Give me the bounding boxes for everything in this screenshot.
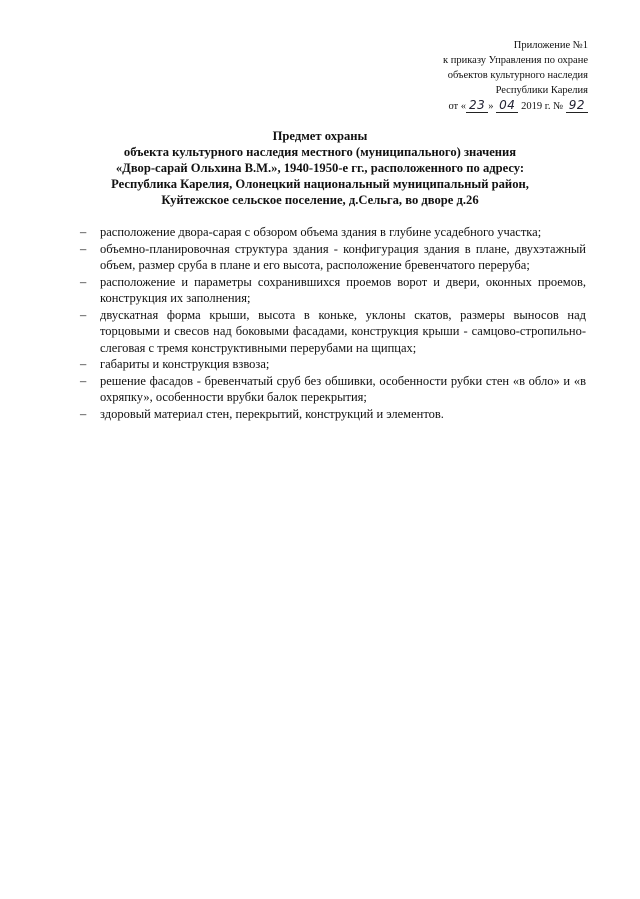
date-suffix: 2019 г. № [521, 101, 564, 112]
protection-items-list [80, 224, 586, 422]
bullet-dash: – [80, 225, 87, 239]
list-item [80, 373, 586, 406]
bullet-dash: – [80, 274, 87, 289]
list-item-text: двускатная форма крыши, высота в коньке, уклоны скатов, размеры выносов над торцовыми и свесов над боковыми фасадами, конструкция крыши - самцово-стропильно-слеговая с тремя конструктивными перерубами на щипцах; [100, 307, 586, 355]
appendix-line-1: Приложение №1 [513, 40, 588, 51]
appendix-line-2: к приказу Управления по охране [443, 55, 588, 66]
bullet-dash: – [80, 373, 87, 388]
list-item-text: объемно-планировочная структура здания - конфигурация здания в плане, двухэтажный объем, размер сруба в плане и его высота, расположение бревенчатого переруба; [100, 241, 586, 272]
date-mid: » [488, 101, 494, 112]
list-item [80, 224, 586, 241]
title-line-3: «Двор-сарай Ольхина В.М.», 1940-1950-е гг., расположенного по адресу: [115, 161, 525, 175]
handwritten-month: 04 [496, 98, 518, 113]
list-item [80, 241, 586, 274]
list-item-text: расположение двора-сарая с обзором объема здания в глубине усадебного участка; [100, 225, 542, 239]
list-item-text: решение фасадов - бревенчатый сруб без обшивки, особенности рубки стен «в обло» и «в охряпку», особенности врубки балок перекрытия; [100, 373, 586, 404]
list-item-text: здоровый материал стен, перекрытий, конструкций и элементов. [100, 406, 444, 421]
appendix-line-4: Республики Карелия [495, 85, 588, 96]
list-item [80, 356, 586, 373]
title-line-4: Республика Карелия, Олонецкий национальный муниципальный район, [111, 177, 529, 191]
handwritten-day: 23 [466, 98, 488, 113]
bullet-dash: – [80, 357, 87, 371]
bullet-dash: – [80, 406, 87, 421]
document-title [90, 128, 550, 208]
appendix-header [443, 38, 588, 114]
list-item [80, 274, 586, 307]
date-prefix: от « [448, 101, 467, 112]
appendix-line-3: объектов культурного наследия [447, 70, 588, 81]
list-item [80, 406, 586, 423]
handwritten-order-number: 92 [566, 98, 588, 113]
bullet-dash: – [80, 241, 87, 256]
title-line-1: Предмет охраны [272, 129, 368, 143]
order-date-line [443, 98, 588, 114]
list-item-text: габариты и конструкция взвоза; [100, 357, 270, 371]
title-line-2: объекта культурного наследия местного (муниципального) значения [123, 145, 517, 159]
bullet-dash: – [80, 307, 87, 322]
list-item-text: расположение и параметры сохранившихся проемов ворот и двери, оконных проемов, конструкция их заполнения; [100, 274, 586, 305]
title-line-5: Куйтежское сельское поселение, д.Сельга, во дворе д.26 [161, 193, 479, 207]
list-item [80, 307, 586, 357]
